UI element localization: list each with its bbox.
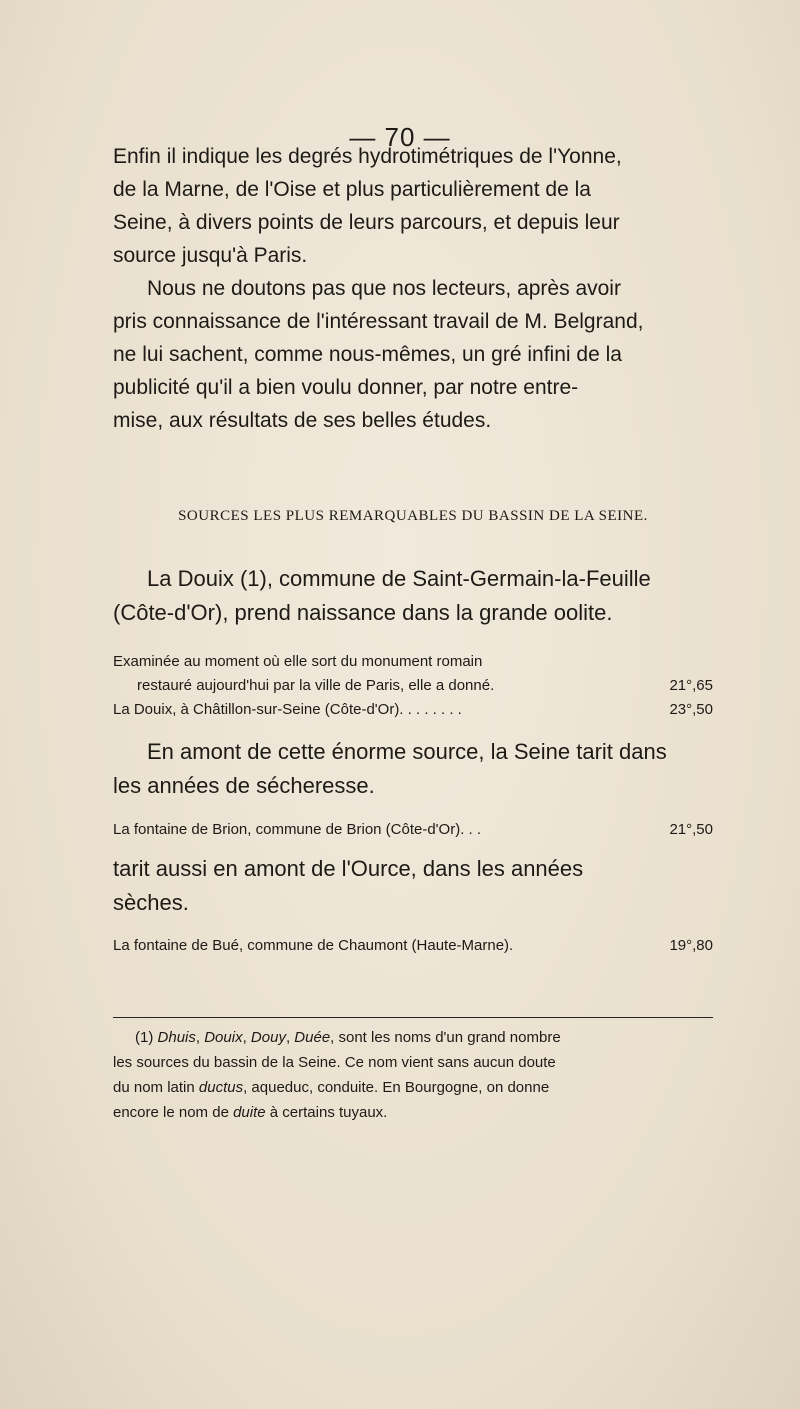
footnote-line: les sources du bassin de la Seine. Ce nom vient sans aucun doute bbox=[113, 1054, 556, 1071]
footnote-text: du nom latin bbox=[113, 1079, 195, 1096]
measurement-row bbox=[113, 698, 713, 722]
text-line: les années de sécheresse. bbox=[113, 773, 375, 798]
text-line: de la Marne, de l'Oise et plus particulièrement de la bbox=[113, 178, 591, 201]
text-line: (Côte-d'Or), prend naissance dans la grande oolite. bbox=[113, 600, 613, 625]
footnote-term: duite bbox=[233, 1104, 266, 1121]
page-number: — 70 — bbox=[349, 122, 451, 152]
text-line: Seine, à divers points de leurs parcours, et depuis leur bbox=[113, 211, 620, 234]
measurement-row bbox=[113, 818, 713, 842]
footnote-text: à certains tuyaux. bbox=[269, 1104, 388, 1121]
ource-paragraph bbox=[113, 852, 713, 920]
bue-measurement bbox=[113, 934, 713, 958]
footnote-name: Duée bbox=[294, 1029, 331, 1046]
measurement-text: Examinée au moment où elle sort du monument romain bbox=[113, 653, 483, 670]
measurement-value: 23°,50 bbox=[669, 701, 713, 718]
footnote-line bbox=[113, 1075, 713, 1100]
footnote-text: encore le nom de bbox=[113, 1104, 229, 1121]
footnote-line bbox=[113, 1100, 713, 1125]
measurement-row bbox=[113, 934, 713, 958]
measurement-value: 21°,50 bbox=[669, 821, 713, 838]
footnote-divider bbox=[113, 1017, 713, 1018]
text-line: source jusqu'à Paris. bbox=[113, 244, 308, 267]
text-line: Nous ne doutons pas que nos lecteurs, après avoir bbox=[147, 277, 621, 300]
measurement-row bbox=[113, 650, 713, 674]
section-heading: SOURCES LES PLUS REMARQUABLES DU BASSIN DE LA SEINE. bbox=[178, 508, 648, 524]
douix-paragraph bbox=[113, 562, 713, 630]
text-line: Enfin il indique les degrés hydrotimétriques de l'Yonne, bbox=[113, 145, 622, 168]
measurement-text: restauré aujourd'hui par la ville de Paris, elle a donné. bbox=[137, 677, 495, 694]
footnote bbox=[113, 1025, 713, 1125]
measurement-text: La Douix, à Châtillon-sur-Seine (Côte-d'Or). . . . . . . . bbox=[113, 701, 462, 718]
footnote-name: Dhuis bbox=[157, 1029, 196, 1046]
text-line: tarit aussi en amont de l'Ource, dans les années bbox=[113, 856, 584, 881]
text-line: La Douix (1), commune de Saint-Germain-la-Feuille bbox=[147, 566, 651, 591]
measurement-value: 19°,80 bbox=[669, 937, 713, 954]
measurement-text: La fontaine de Brion, commune de Brion (Côte-d'Or). . . bbox=[113, 821, 482, 838]
footnote-line: (1) Dhuis, Douix, Douy, Duée, sont les noms d'un grand nombre bbox=[135, 1029, 561, 1046]
footnote-term: ductus bbox=[198, 1079, 244, 1096]
measurement-text: La fontaine de Bué, commune de Chaumont (Haute-Marne). bbox=[113, 937, 514, 954]
text-line: sèches. bbox=[113, 890, 189, 915]
measurement-value: 21°,65 bbox=[669, 677, 713, 694]
text-line: En amont de cette énorme source, la Seine tarit dans bbox=[147, 739, 667, 764]
brion-measurement bbox=[113, 818, 713, 842]
text-line: pris connaissance de l'intéressant travail de M. Belgrand, bbox=[113, 310, 644, 333]
footnote-marker: (1) bbox=[135, 1029, 154, 1046]
douix-measurements bbox=[113, 650, 713, 722]
footnote-name: Douix bbox=[204, 1029, 243, 1046]
footnote-text: sont les noms d'un grand nombre bbox=[338, 1029, 561, 1046]
footnote-name: Douy bbox=[250, 1029, 286, 1046]
footnote-text: , aqueduc, conduite. En Bourgogne, on donne bbox=[243, 1079, 550, 1096]
paragraph-hydrotimetry bbox=[113, 140, 713, 437]
amont-paragraph bbox=[113, 735, 713, 803]
text-line: ne lui sachent, comme nous-mêmes, un gré infini de la bbox=[113, 343, 622, 366]
text-line: mise, aux résultats de ses belles études. bbox=[113, 409, 492, 432]
measurement-row bbox=[113, 674, 713, 698]
text-line: publicité qu'il a bien voulu donner, par notre entre- bbox=[113, 376, 579, 399]
